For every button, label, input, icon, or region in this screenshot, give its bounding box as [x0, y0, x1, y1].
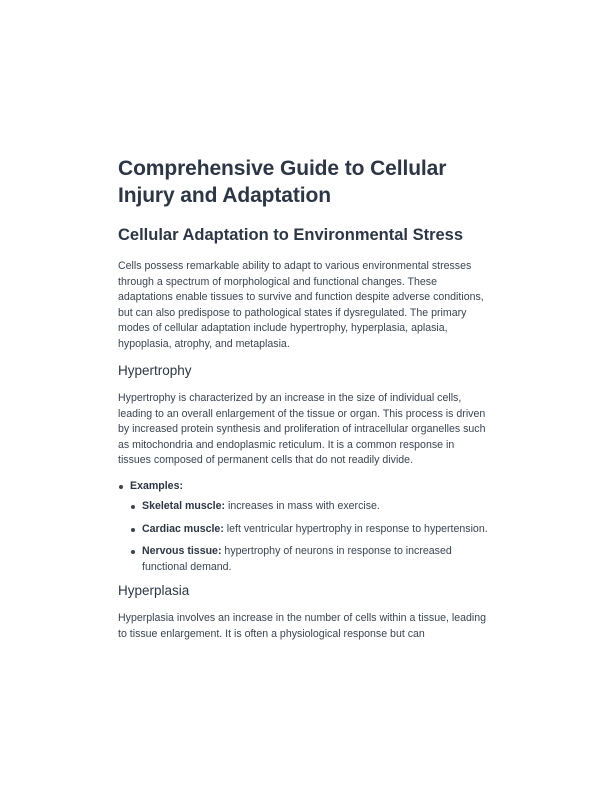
intro-paragraph: Cells possess remarkable ability to adapt to various environmental stresses through a spectrum of morphological and functional changes. These adaptations enable tissues to survive and function despite adverse conditions, but can also predispose to pathological states if dysregulated. The primary modes of cellular adaptation include hypertrophy, hyperplasia, aplasia, hypoplasia, atrophy, and metaplasia. — [118, 260, 484, 350]
document-title: Comprehensive Guide to Cellular Injury and Adaptation — [118, 157, 447, 207]
example-term: Nervous tissue: — [142, 545, 222, 557]
example-text: left ventricular hypertrophy in response to hypertension. — [223, 522, 488, 535]
examples-sublist — [130, 499, 488, 575]
hyperplasia-heading: Hyperplasia — [118, 583, 190, 598]
example-text: hypertrophy of neurons in response to increased functional demand. — [142, 545, 452, 573]
hyperplasia-paragraph: Hyperplasia involves an increase in the number of cells within a tissue, leading to tissue enlargement. It is often a physiological response but can — [118, 612, 487, 640]
examples-label: Examples: — [130, 479, 183, 492]
examples-list — [118, 479, 488, 576]
hypertrophy-paragraph: Hypertrophy is characterized by an increase in the size of individual cells, leading to an overall enlargement of the tissue or organ. This process is driven by increased protein synthesis and proliferation of intracellular organelles such as mitochondria and endoplasmic reticulum. It is a common response in tissues composed of permanent cells that do not readily divide. — [118, 392, 486, 466]
example-skeletal-muscle — [130, 499, 488, 515]
example-text: increases in mass with exercise. — [225, 500, 380, 512]
example-term: Skeletal muscle: — [142, 500, 226, 512]
example-term: Cardiac muscle: — [142, 522, 224, 535]
example-cardiac-muscle — [130, 522, 488, 538]
document-page — [118, 155, 488, 652]
example-nervous-tissue — [130, 544, 488, 575]
section-heading: Cellular Adaptation to Environmental Stress — [118, 226, 464, 244]
examples-list-item — [118, 479, 488, 576]
hypertrophy-heading: Hypertrophy — [118, 363, 192, 378]
